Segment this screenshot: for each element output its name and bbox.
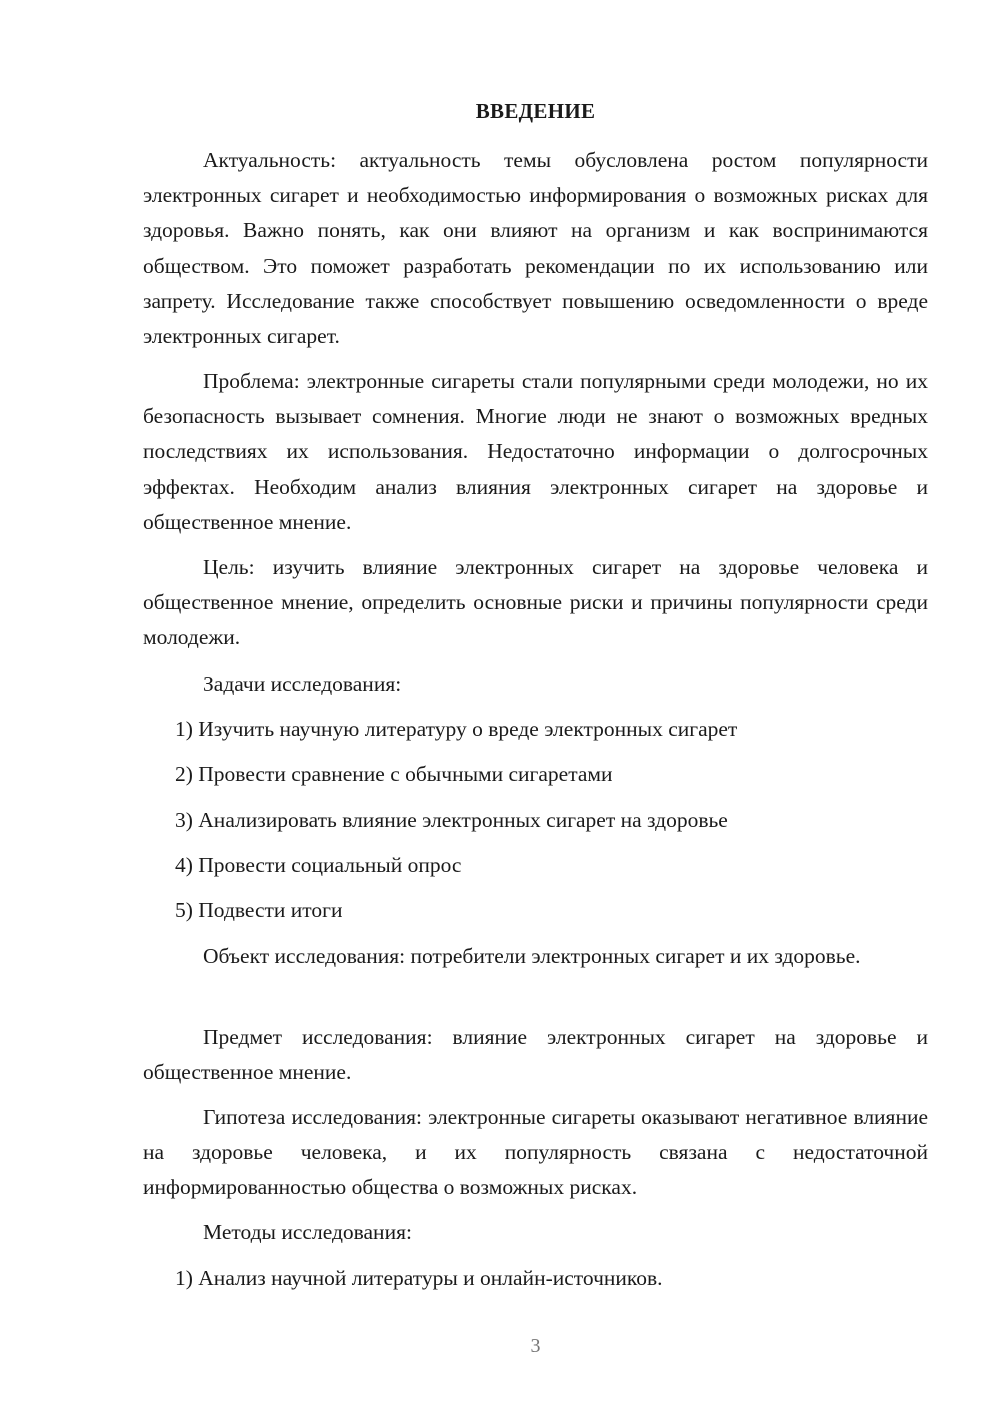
task-item: 1) Изучить научную литературу о вреде электронных сигарет [175, 717, 738, 741]
task-item: 3) Анализировать влияние электронных сигарет на здоровье [175, 808, 728, 832]
section-heading: ВВЕДЕНИЕ [475, 99, 596, 123]
paragraph-problem: Проблема: электронные сигареты стали популярными среди молодежи, но их безопасность вызывает сомнения. Многие люди не знают о возможных вредных последствиях их использования. Недостаточно информации о долгосрочных эффектах. Необходим анализ влияния электронных сигарет на здоровье и общественное мнение. [143, 369, 928, 534]
paragraph-hypothesis: Гипотеза исследования: электронные сигареты оказывают негативное влияние на здоровье человека, и их популярность связана с недостаточной информированностью общества о возможных рисках. [143, 1105, 928, 1200]
task-item: 5) Подвести итоги [175, 898, 343, 922]
document-page [143, 0, 928, 1414]
page-number: 3 [530, 1335, 541, 1357]
methods-label: Методы исследования: [203, 1220, 412, 1244]
paragraph-object: Объект исследования: потребители электронных сигарет и их здоровье. [203, 944, 861, 968]
tasks-label: Задачи исследования: [203, 672, 402, 696]
paragraph-subject: Предмет исследования: влияние электронных сигарет на здоровье и общественное мнение. [143, 1025, 928, 1085]
method-item: 1) Анализ научной литературы и онлайн-источников. [175, 1266, 663, 1290]
task-item: 2) Провести сравнение с обычными сигаретами [175, 762, 613, 786]
paragraph-goal: Цель: изучить влияние электронных сигарет на здоровье человека и общественное мнение, определить основные риски и причины популярности среди молодежи. [143, 555, 928, 650]
paragraph-relevance: Актуальность: актуальность темы обусловлена ростом популярности электронных сигарет и необходимостью информирования о возможных рисках для здоровья. Важно понять, как они влияют на организм и как воспринимаются обществом. Это поможет разработать рекомендации по их использованию или запрету. Исследование также способствует повышению осведомленности о вреде электронных сигарет. [143, 148, 928, 349]
task-item: 4) Провести социальный опрос [175, 853, 462, 877]
